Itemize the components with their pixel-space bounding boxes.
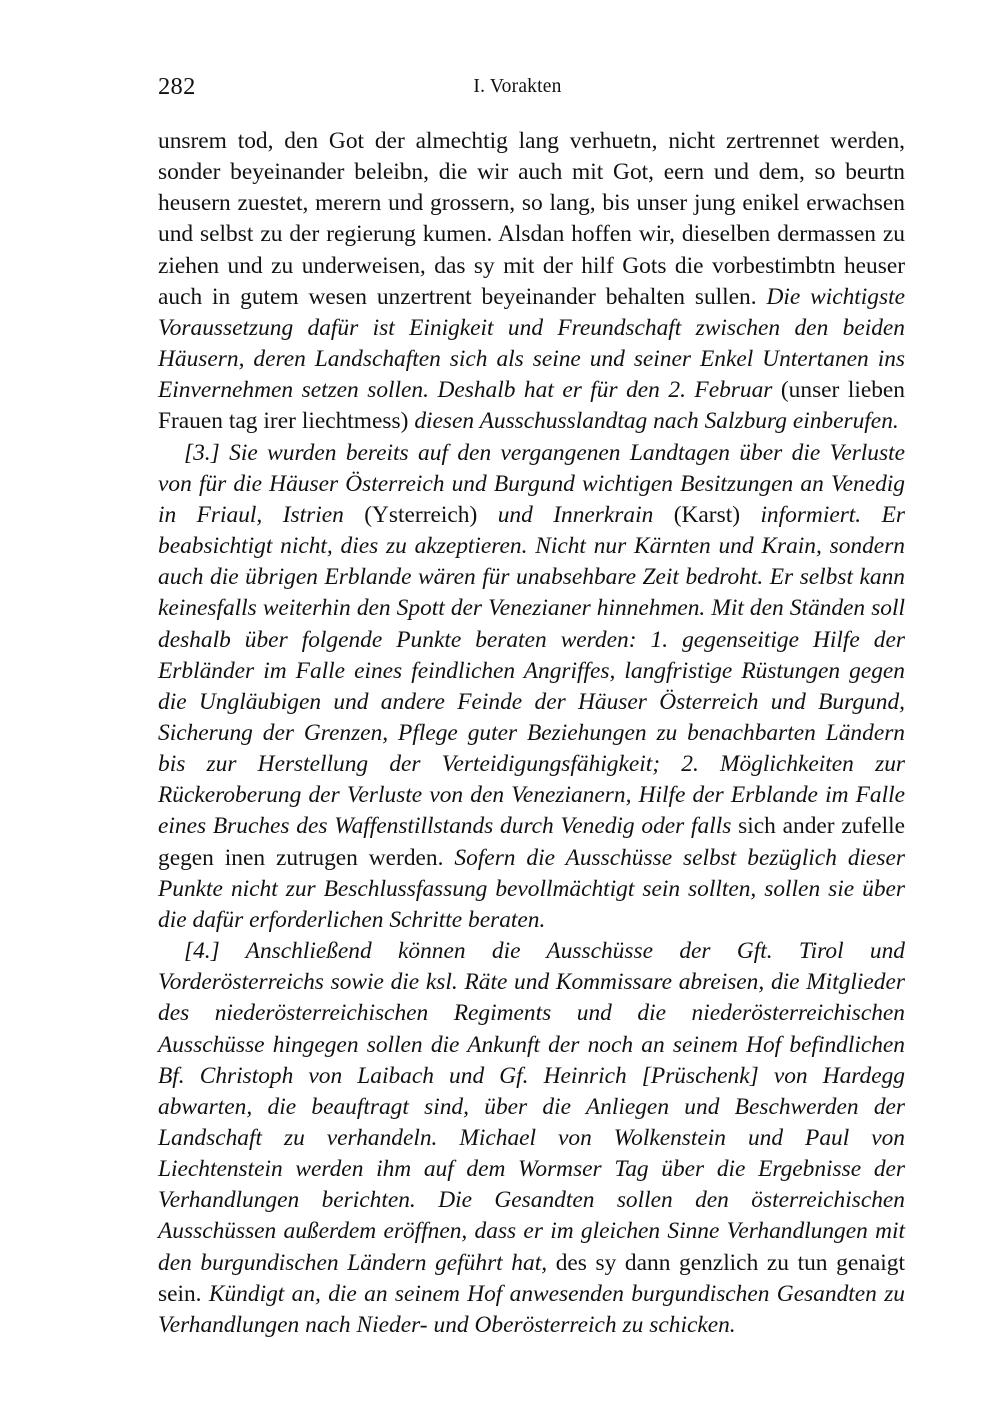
- text-run-roman: des sy dann genzlich zu tun genaigt sein.: [158, 1249, 905, 1307]
- text-run-roman: unsrem tod, den Got der almechtig lang verhuetn, nicht zertrennet werden, sonder beyeinander beleibn, die wir auch mit Got, eern und dem, so beurtn heusern zuestet, merern und grossern, so lang, bis unser jung enikel erwachsen und selbst zu der regierung kumen. Alsdan hoffen wir, dieselben dermassen zu ziehen und zu underweisen, das sy mit der hilf Gots die vorbestimbtn heuser auch in gutem wesen unzertrent beyeinander behalten sullen.: [158, 128, 905, 310]
- text-block: [158, 126, 905, 1341]
- text-run-italic: [4.] Anschließend können die Ausschüsse der Gft. Tirol und Vorderösterreichs sowie die ksl. Räte und Kommissare abreisen, die Mitglieder des niederösterreichischen Regiments und die niederösterreichischen Ausschüsse hingegen sollen die Ankunft der noch an seinem Hof befindlichen Bf. Christoph von Laibach und Gf. Heinrich [Prüschenk] von Hardegg abwarten, die beauftragt sind, über die Anliegen und Beschwerden der Landschaft zu verhandeln. Michael von Wolkenstein und Paul von Liechtenstein werden ihm auf dem Wormser Tag über die Ergebnisse der Verhandlungen berichten. Die Gesandten sollen den österreichischen Ausschüssen außerdem eröffnen, dass er im gleichen Sinne Verhandlungen mit den burgundischen Ländern geführt hat,: [158, 938, 905, 1276]
- text-run-roman: sich ander zufelle gegen inen zutrugen werden.: [158, 813, 905, 871]
- text-run-italic: und Innerkrain: [497, 501, 674, 528]
- text-run-roman: (Ysterreich): [364, 501, 498, 528]
- text-run-roman: (unser lieben Frauen tag irer liechtmess): [158, 377, 905, 435]
- text-run-italic: diesen Ausschusslandtag nach Salzburg einberufen.: [414, 408, 899, 435]
- page-number: 282: [158, 73, 196, 100]
- text-run-roman: (Karst): [673, 501, 761, 528]
- paragraph-3: [158, 438, 905, 937]
- running-head-title: I. Vorakten: [473, 76, 562, 97]
- running-head: [158, 74, 905, 100]
- text-run-italic: informiert. Er beabsichtigt nicht, dies zu akzeptieren. Nicht nur Kärnten und Krain, sondern auch die übrigen Erblande wären für unabsehbare Zeit bedroht. Er selbst kann keinesfalls weiterhin den Spott der Venezianer hinnehmen. Mit den Ständen soll deshalb über folgende Punkte beraten werden: 1. gegenseitige Hilfe der Erbländer im Falle eines feindlichen Angriffes, langfristige Rüstungen gegen die Ungläubigen und andere Feinde der Häuser Österreich und Burgund, Sicherung der Grenzen, Pflege guter Beziehungen zu benachbarten Ländern bis zur Herstellung der Verteidigungsfähigkeit; 2. Möglichkeiten zur Rückeroberung der Verluste von den Venezianern, Hilfe der Erblande im Falle eines Bruches des Waffenstillstands durch Venedig oder falls: [158, 501, 905, 840]
- text-run-italic: Sofern die Ausschüsse selbst bezüglich dieser Punkte nicht zur Beschlussfassung bevollmächtigt sein sollten, sollen sie über die dafür erforderlichen Schritte beraten.: [158, 844, 905, 933]
- paragraph-continued: [158, 126, 905, 438]
- text-run-italic: Kündigt an, die an seinem Hof anwesenden burgundischen Gesandten zu Verhandlungen nach Nieder- und Oberösterreich zu schicken.: [158, 1280, 905, 1338]
- paragraph-4: [158, 936, 905, 1341]
- text-run-italic: Die wichtigste Voraussetzung dafür ist Einigkeit und Freundschaft zwischen den beiden Häusern, deren Landschaften sich als seine und seiner Enkel Untertanen ins Einvernehmen setzen sollen. Deshalb hat er für den 2. Februar: [158, 283, 905, 404]
- text-run-italic: [3.] Sie wurden bereits auf den vergangenen Landtagen über die Verluste von für die Häuser Österreich und Burgund wichtigen Besitzungen an Venedig in Friaul, Istrien: [158, 439, 905, 528]
